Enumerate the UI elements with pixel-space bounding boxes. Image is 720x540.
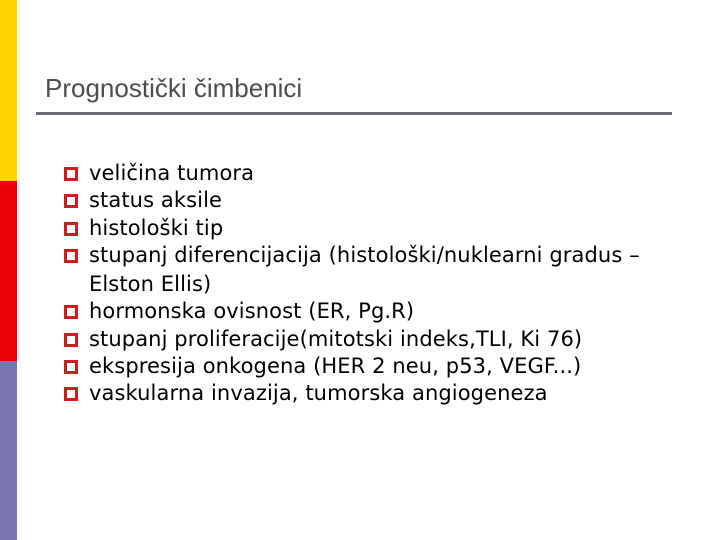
slide-title: Prognostički čimbenici (45, 73, 303, 103)
accent-stripe-purple (0, 361, 17, 540)
bullet-list (64, 159, 704, 407)
bullet-item (64, 159, 704, 188)
square-bullet-icon (64, 305, 78, 319)
square-bullet-icon (64, 194, 78, 208)
bullet-text: stupanj diferencijacija (histološki/nuklearni gradus – Elston Ellis) (89, 242, 640, 296)
accent-stripe-yellow (0, 0, 17, 181)
bullet-text: hormonska ovisnost (ER, Pg.R) (89, 299, 415, 324)
title-underline (36, 112, 672, 115)
square-bullet-icon (64, 387, 78, 401)
bullet-text: histološki tip (89, 215, 224, 240)
bullet-item (64, 186, 704, 215)
bullet-item (64, 325, 704, 354)
square-bullet-icon (64, 360, 78, 374)
bullet-text: stupanj proliferacije(mitotski indeks,TLI, Ki 76) (89, 326, 583, 351)
bullet-text: ekspresija onkogena (HER 2 neu, p53, VEGF...) (89, 353, 582, 378)
square-bullet-icon (64, 333, 78, 347)
bullet-text: veličina tumora (89, 161, 255, 185)
bullet-text: vaskularna invazija, tumorska angiogeneza (89, 381, 548, 406)
bullet-text: status aksile (89, 188, 223, 213)
bullet-item (64, 297, 704, 326)
bullet-item (64, 352, 704, 381)
bullet-item (64, 214, 704, 243)
square-bullet-icon (64, 222, 78, 236)
bullet-item (64, 379, 704, 408)
accent-stripe-red (0, 181, 17, 361)
bullet-item (64, 241, 704, 299)
square-bullet-icon (64, 167, 78, 181)
square-bullet-icon (64, 249, 78, 263)
